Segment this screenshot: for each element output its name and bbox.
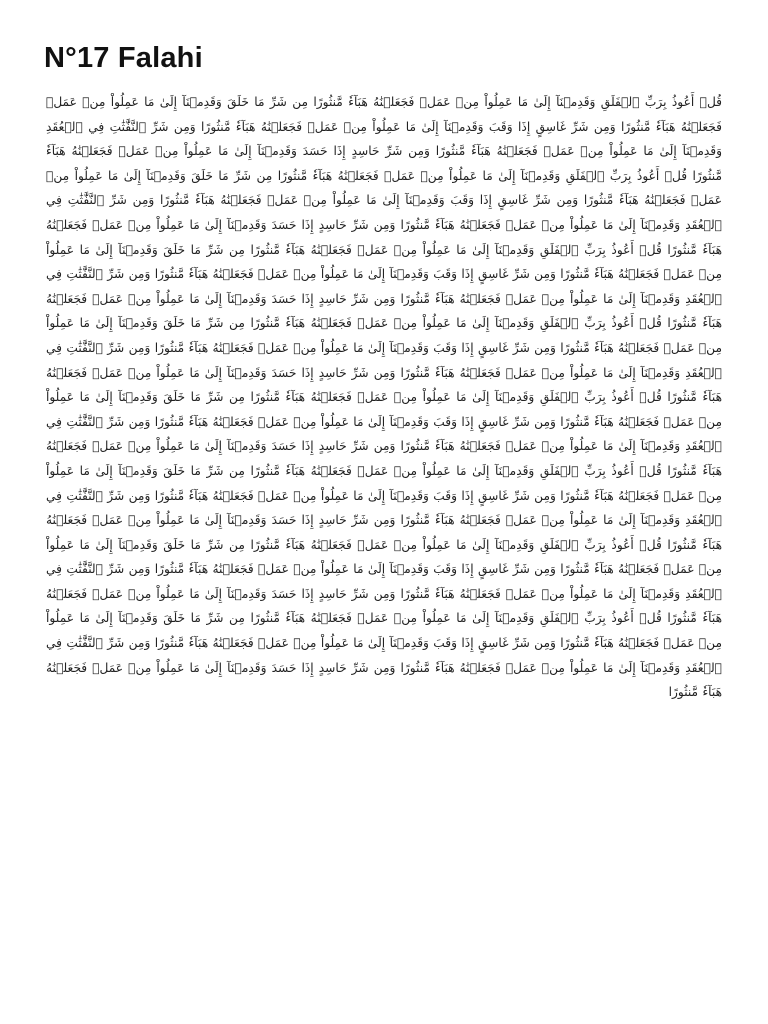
body-text: قُلۡ أَعُوذُ بِرَبِّ ٱلۡفَلَقِ وَقَدِمۡنَآ إِلَىٰ مَا عَمِلُواْ مِنۡ عَمَلٖ فَجَعَلۡنَٰهُ هَبَآءٗ مَّنثُورًا مِن شَرِّ مَا خَلَقَ وَقَدِمۡنَآ إِلَىٰ مَا عَمِلُواْ مِنۡ عَمَلٖ فَجَعَلۡنَٰهُ هَبَآءٗ مَّنثُورًا وَمِن شَرِّ غَاسِقٍ إِذَا وَقَبَ وَقَدِمۡنَآ إِلَىٰ مَا عَمِلُواْ مِنۡ عَمَلٖ فَجَعَلۡنَٰهُ هَبَآءٗ مَّنثُورًا وَمِن شَرِّ ٱلنَّفَّٰثَٰتِ فِي ٱلۡعُقَدِ وَقَدِمۡنَآ إِلَىٰ مَا عَمِلُواْ مِنۡ عَمَلٖ فَجَعَلۡنَٰهُ هَبَآءٗ مَّنثُورًا وَمِن شَرِّ حَاسِدٍ إِذَا حَسَدَ وَقَدِمۡنَآ إِلَىٰ مَا عَمِلُواْ مِنۡ عَمَلٖ فَجَعَلۡنَٰهُ هَبَآءٗ مَّنثُورًا قُلۡ أَعُوذُ بِرَبِّ ٱلۡفَلَقِ وَقَدِمۡنَآ إِلَىٰ مَا عَمِلُواْ مِنۡ عَمَلٖ فَجَعَلۡنَٰهُ هَبَآءٗ مَّنثُورًا مِن شَرِّ مَا خَلَقَ وَقَدِمۡنَآ إِلَىٰ مَا عَمِلُواْ مِنۡ عَمَلٖ فَجَعَلۡنَٰهُ هَبَآءٗ مَّنثُورًا وَمِن شَرِّ غَاسِقٍ إِذَا وَقَبَ وَقَدِمۡنَآ إِلَىٰ مَا عَمِلُواْ مِنۡ عَمَلٖ فَجَعَلۡنَٰهُ هَبَآءٗ مَّنثُورًا وَمِن شَرِّ ٱلنَّفَّٰثَٰتِ فِي ٱلۡعُقَدِ وَقَدِمۡنَآ إِلَىٰ مَا عَمِلُواْ مِنۡ عَمَلٖ فَجَعَلۡنَٰهُ هَبَآءٗ مَّنثُورًا وَمِن شَرِّ حَاسِدٍ إِذَا حَسَدَ وَقَدِمۡنَآ إِلَىٰ مَا عَمِلُواْ مِنۡ عَمَلٖ فَجَعَلۡنَٰهُ هَبَآءٗ مَّنثُورًا قُلۡ أَعُوذُ بِرَبِّ ٱلۡفَلَقِ وَقَدِمۡنَآ إِلَىٰ مَا عَمِلُواْ مِنۡ عَمَلٖ فَجَعَلۡنَٰهُ هَبَآءٗ مَّنثُورًا مِن شَرِّ مَا خَلَقَ وَقَدِمۡنَآ إِلَىٰ مَا عَمِلُواْ مِنۡ عَمَلٖ فَجَعَلۡنَٰهُ هَبَآءٗ مَّنثُورًا وَمِن شَرِّ غَاسِقٍ إِذَا وَقَبَ وَقَدِمۡنَآ إِلَىٰ مَا عَمِلُواْ مِنۡ عَمَلٖ فَجَعَلۡنَٰهُ هَبَآءٗ مَّنثُورًا وَمِن شَرِّ ٱلنَّفَّٰثَٰتِ فِي ٱلۡعُقَدِ وَقَدِمۡنَآ إِلَىٰ مَا عَمِلُواْ مِنۡ عَمَلٖ فَجَعَلۡنَٰهُ هَبَآءٗ مَّنثُورًا وَمِن شَرِّ حَاسِدٍ إِذَا حَسَدَ وَقَدِمۡنَآ إِلَىٰ مَا عَمِلُواْ مِنۡ عَمَلٖ فَجَعَلۡنَٰهُ هَبَآءٗ مَّنثُورًا قُلۡ أَعُوذُ بِرَبِّ ٱلۡفَلَقِ وَقَدِمۡنَآ إِلَىٰ مَا عَمِلُواْ مِنۡ عَمَلٖ فَجَعَلۡنَٰهُ هَبَآءٗ مَّنثُورًا مِن شَرِّ مَا خَلَقَ وَقَدِمۡنَآ إِلَىٰ مَا عَمِلُواْ مِنۡ عَمَلٖ فَجَعَلۡنَٰهُ هَبَآءٗ مَّنثُورًا وَمِن شَرِّ غَاسِقٍ إِذَا وَقَبَ وَقَدِمۡنَآ إِلَىٰ مَا عَمِلُواْ مِنۡ عَمَلٖ فَجَعَلۡنَٰهُ هَبَآءٗ مَّنثُورًا وَمِن شَرِّ ٱلنَّفَّٰثَٰتِ فِي ٱلۡعُقَدِ وَقَدِمۡنَآ إِلَىٰ مَا عَمِلُواْ مِنۡ عَمَلٖ فَجَعَلۡنَٰهُ هَبَآءٗ مَّنثُورًا وَمِن شَرِّ حَاسِدٍ إِذَا حَسَدَ وَقَدِمۡنَآ إِلَىٰ مَا عَمِلُواْ مِنۡ عَمَلٖ فَجَعَلۡنَٰهُ هَبَآءٗ مَّنثُورًا قُلۡ أَعُوذُ بِرَبِّ ٱلۡفَلَقِ وَقَدِمۡنَآ إِلَىٰ مَا عَمِلُواْ مِنۡ عَمَلٖ فَجَعَلۡنَٰهُ هَبَآءٗ مَّنثُورًا مِن شَرِّ مَا خَلَقَ وَقَدِمۡنَآ إِلَىٰ مَا عَمِلُواْ مِنۡ عَمَلٖ فَجَعَلۡنَٰهُ هَبَآءٗ مَّنثُورًا وَمِن شَرِّ غَاسِقٍ إِذَا وَقَبَ وَقَدِمۡنَآ إِلَىٰ مَا عَمِلُواْ مِنۡ عَمَلٖ فَجَعَلۡنَٰهُ هَبَآءٗ مَّنثُورًا وَمِن شَرِّ ٱلنَّفَّٰثَٰتِ فِي ٱلۡعُقَدِ وَقَدِمۡنَآ إِلَىٰ مَا عَمِلُواْ مِنۡ عَمَلٖ فَجَعَلۡنَٰهُ هَبَآءٗ مَّنثُورًا وَمِن شَرِّ حَاسِدٍ إِذَا حَسَدَ وَقَدِمۡنَآ إِلَىٰ مَا عَمِلُواْ مِنۡ عَمَلٖ فَجَعَلۡنَٰهُ هَبَآءٗ مَّنثُورًا قُلۡ أَعُوذُ بِرَبِّ ٱلۡفَلَقِ وَقَدِمۡنَآ إِلَىٰ مَا عَمِلُواْ مِنۡ عَمَلٖ فَجَعَلۡنَٰهُ هَبَآءٗ مَّنثُورًا مِن شَرِّ مَا خَلَقَ وَقَدِمۡنَآ إِلَىٰ مَا عَمِلُواْ مِنۡ عَمَلٖ فَجَعَلۡنَٰهُ هَبَآءٗ مَّنثُورًا وَمِن شَرِّ غَاسِقٍ إِذَا وَقَبَ وَقَدِمۡنَآ إِلَىٰ مَا عَمِلُواْ مِنۡ عَمَلٖ فَجَعَلۡنَٰهُ هَبَآءٗ مَّنثُورًا وَمِن شَرِّ ٱلنَّفَّٰثَٰتِ فِي ٱلۡعُقَدِ وَقَدِمۡنَآ إِلَىٰ مَا عَمِلُواْ مِنۡ عَمَلٖ فَجَعَلۡنَٰهُ هَبَآءٗ مَّنثُورًا وَمِن شَرِّ حَاسِدٍ إِذَا حَسَدَ وَقَدِمۡنَآ إِلَىٰ مَا عَمِلُواْ مِنۡ عَمَلٖ فَجَعَلۡنَٰهُ هَبَآءٗ مَّنثُورًا قُلۡ أَعُوذُ بِرَبِّ ٱلۡفَلَقِ وَقَدِمۡنَآ إِلَىٰ مَا عَمِلُواْ مِنۡ عَمَلٖ فَجَعَلۡنَٰهُ هَبَآءٗ مَّنثُورًا مِن شَرِّ مَا خَلَقَ وَقَدِمۡنَآ إِلَىٰ مَا عَمِلُواْ مِنۡ عَمَلٖ فَجَعَلۡنَٰهُ هَبَآءٗ مَّنثُورًا وَمِن شَرِّ غَاسِقٍ إِذَا وَقَبَ وَقَدِمۡنَآ إِلَىٰ مَا عَمِلُواْ مِنۡ عَمَلٖ فَجَعَلۡنَٰهُ هَبَآءٗ مَّنثُورًا وَمِن شَرِّ ٱلنَّفَّٰثَٰتِ فِي ٱلۡعُقَدِ وَقَدِمۡنَآ إِلَىٰ مَا عَمِلُواْ مِنۡ عَمَلٖ فَجَعَلۡنَٰهُ هَبَآءٗ مَّنثُورًا وَمِن شَرِّ حَاسِدٍ إِذَا حَسَدَ وَقَدِمۡنَآ إِلَىٰ مَا عَمِلُواْ مِنۡ عَمَلٖ فَجَعَلۡنَٰهُ هَبَآءٗ مَّنثُورًا قُلۡ أَعُوذُ بِرَبِّ ٱلۡفَلَقِ وَقَدِمۡنَآ إِلَىٰ مَا عَمِلُواْ مِنۡ عَمَلٖ فَجَعَلۡنَٰهُ هَبَآءٗ مَّنثُورًا مِن شَرِّ مَا خَلَقَ وَقَدِمۡنَآ إِلَىٰ مَا عَمِلُواْ مِنۡ عَمَلٖ فَجَعَلۡنَٰهُ هَبَآءٗ مَّنثُورًا وَمِن شَرِّ غَاسِقٍ إِذَا وَقَبَ وَقَدِمۡنَآ إِلَىٰ مَا عَمِلُواْ مِنۡ عَمَلٖ فَجَعَلۡنَٰهُ هَبَآءٗ مَّنثُورًا وَمِن شَرِّ ٱلنَّفَّٰثَٰتِ فِي ٱلۡعُقَدِ وَقَدِمۡنَآ إِلَىٰ مَا عَمِلُواْ مِنۡ عَمَلٖ فَجَعَلۡنَٰهُ هَبَآءٗ مَّنثُورًا وَمِن شَرِّ حَاسِدٍ إِذَا حَسَدَ وَقَدِمۡنَآ إِلَىٰ مَا عَمِلُواْ مِنۡ عَمَلٖ فَجَعَلۡنَٰهُ هَبَآءٗ مَّنثُورًا [46, 95, 722, 700]
page-title: N°17 Falahi [44, 42, 203, 74]
